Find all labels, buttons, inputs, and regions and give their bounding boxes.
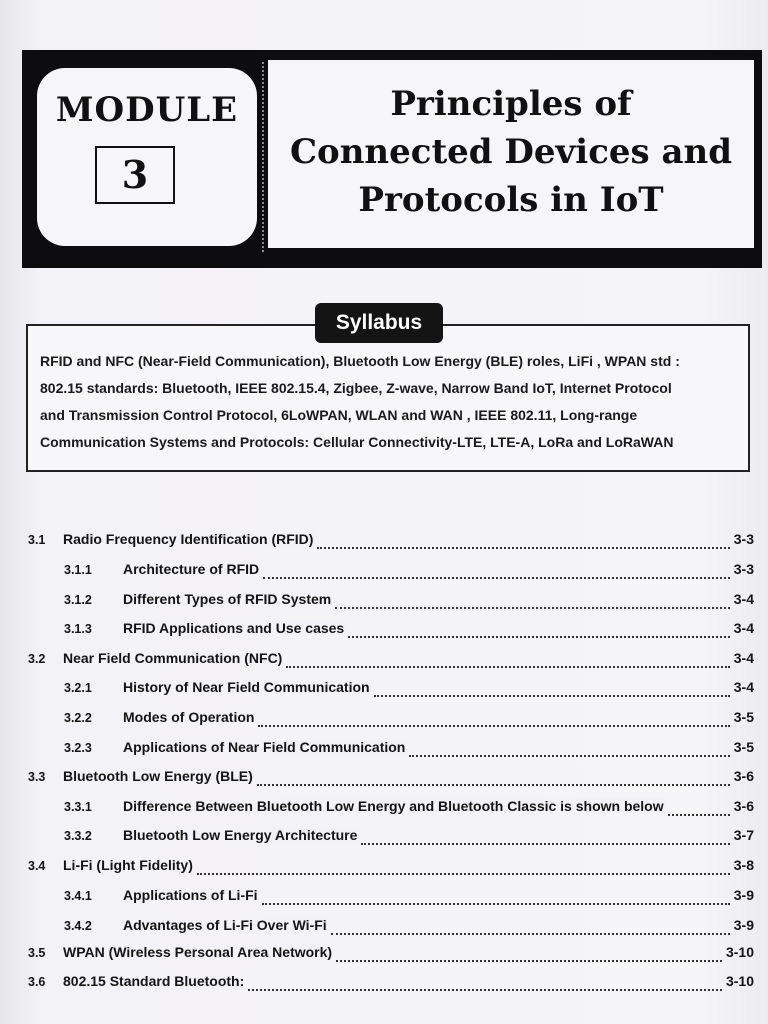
toc-dot-leader — [197, 857, 730, 875]
toc-entry-page: 3-6 — [733, 768, 754, 784]
toc-entry[interactable] — [0, 972, 768, 994]
toc-dot-leader — [336, 944, 722, 962]
toc-dot-leader — [361, 827, 730, 845]
toc-entry-title: Applications of Near Field Communication — [123, 739, 406, 755]
toc-entry-number: 3.5 — [28, 946, 46, 960]
chapter-title-box — [268, 60, 754, 248]
toc-entry-title: Bluetooth Low Energy (BLE) — [63, 768, 253, 784]
toc-entry-page: 3-8 — [733, 857, 754, 873]
toc-entry-page: 3-4 — [733, 650, 754, 666]
toc-entry-number: 3.2.2 — [64, 711, 92, 725]
toc-dot-leader — [374, 679, 730, 697]
toc-entry-title: Difference Between Bluetooth Low Energy and Bluetooth Classic is shown below — [123, 798, 664, 814]
module-badge — [37, 68, 257, 246]
toc-entry-title: Li-Fi (Light Fidelity) — [63, 857, 193, 873]
toc-dot-leader — [257, 768, 730, 786]
module-label: MODULE — [55, 90, 239, 130]
toc-entry[interactable] — [0, 943, 768, 965]
chapter-title-line-1: Principles of — [390, 84, 632, 124]
toc-entry[interactable] — [0, 856, 768, 878]
toc-entry[interactable] — [0, 826, 768, 848]
toc-entry-number: 3.1 — [28, 533, 46, 547]
toc-entry-number: 3.2.1 — [64, 681, 92, 695]
banner-divider — [262, 62, 264, 252]
toc-dot-leader — [335, 591, 730, 609]
toc-entry-title: Applications of Li-Fi — [123, 887, 258, 903]
toc-dot-leader — [348, 620, 730, 638]
toc-dot-leader — [317, 531, 730, 549]
syllabus-heading: Syllabus — [315, 303, 443, 343]
toc-entry-page: 3-9 — [733, 887, 754, 903]
syllabus-line-3: and Transmission Control Protocol, 6LoWPAN, WLAN and WAN , IEEE 802.11, Long-range — [40, 407, 638, 423]
toc-entry-title: Near Field Communication (NFC) — [63, 650, 283, 666]
toc-entry-title: History of Near Field Communication — [123, 679, 370, 695]
toc-entry[interactable] — [0, 916, 768, 938]
toc-entry[interactable] — [0, 619, 768, 641]
toc-entry-page: 3-3 — [733, 531, 754, 547]
toc-entry-number: 3.3.1 — [64, 800, 92, 814]
toc-entry-page: 3-10 — [725, 973, 754, 989]
toc-dot-leader — [258, 709, 730, 727]
toc-entry[interactable] — [0, 530, 768, 552]
toc-entry-title: Different Types of RFID System — [123, 591, 332, 607]
toc-entry-page: 3-5 — [733, 709, 754, 725]
toc-entry-number: 3.4.1 — [64, 889, 92, 903]
chapter-title-line-3: Protocols in IoT — [358, 180, 664, 220]
module-number: 3 — [95, 146, 175, 204]
toc-dot-leader — [331, 917, 730, 935]
toc-entry-number: 3.4.2 — [64, 919, 92, 933]
toc-entry-number: 3.2 — [28, 652, 46, 666]
toc-entry-number: 3.3 — [28, 770, 46, 784]
toc-entry-number: 3.1.3 — [64, 622, 92, 636]
toc-dot-leader — [263, 561, 730, 579]
toc-entry-page: 3-4 — [733, 591, 754, 607]
toc-entry-number: 3.1.1 — [64, 563, 92, 577]
syllabus-line-1: RFID and NFC (Near-Field Communication), Bluetooth Low Energy (BLE) roles, LiFi , WPAN std : — [40, 353, 680, 369]
toc-entry[interactable] — [0, 649, 768, 671]
toc-entry-page: 3-7 — [733, 827, 754, 843]
toc-entry-number: 3.2.3 — [64, 741, 92, 755]
toc-entry-title: Radio Frequency Identification (RFID) — [63, 531, 314, 547]
toc-entry-number: 3.1.2 — [64, 593, 92, 607]
toc-entry[interactable] — [0, 678, 768, 700]
toc-entry-page: 3-10 — [725, 944, 754, 960]
toc-dot-leader — [668, 798, 730, 816]
toc-entry-page: 3-3 — [733, 561, 754, 577]
toc-entry-title: WPAN (Wireless Personal Area Network) — [63, 944, 333, 960]
toc-entry-title: 802.15 Standard Bluetooth: — [63, 973, 245, 989]
toc-entry[interactable] — [0, 886, 768, 908]
syllabus-line-2: 802.15 standards: Bluetooth, IEEE 802.15.4, Zigbee, Z-wave, Narrow Band IoT, Internet Protocol — [40, 380, 672, 396]
toc-entry[interactable] — [0, 590, 768, 612]
toc-entry[interactable] — [0, 738, 768, 760]
toc-entry-title: RFID Applications and Use cases — [123, 620, 345, 636]
toc-dot-leader — [409, 739, 730, 757]
toc-entry[interactable] — [0, 767, 768, 789]
toc-entry-title: Architecture of RFID — [123, 561, 260, 577]
toc-entry[interactable] — [0, 797, 768, 819]
toc-entry-page: 3-6 — [733, 798, 754, 814]
toc-entry-title: Advantages of Li-Fi Over Wi-Fi — [123, 917, 327, 933]
toc-entry-number: 3.4 — [28, 859, 46, 873]
toc-dot-leader — [262, 887, 730, 905]
toc-entry[interactable] — [0, 708, 768, 730]
toc-entry-page: 3-9 — [733, 917, 754, 933]
toc-entry-title: Modes of Operation — [123, 709, 255, 725]
toc-entry-number: 3.3.2 — [64, 829, 92, 843]
toc-dot-leader — [286, 650, 730, 668]
toc-entry-page: 3-4 — [733, 679, 754, 695]
syllabus-line-4: Communication Systems and Protocols: Cellular Connectivity-LTE, LTE-A, LoRa and LoRaWAN — [40, 434, 674, 450]
toc-dot-leader — [248, 973, 722, 991]
toc-entry[interactable] — [0, 560, 768, 582]
toc-entry-number: 3.6 — [28, 975, 46, 989]
toc-entry-title: Bluetooth Low Energy Architecture — [123, 827, 358, 843]
toc-entry-page: 3-4 — [733, 620, 754, 636]
chapter-title-line-2: Connected Devices and — [289, 132, 733, 172]
syllabus-box — [26, 324, 750, 472]
toc-entry-page: 3-5 — [733, 739, 754, 755]
